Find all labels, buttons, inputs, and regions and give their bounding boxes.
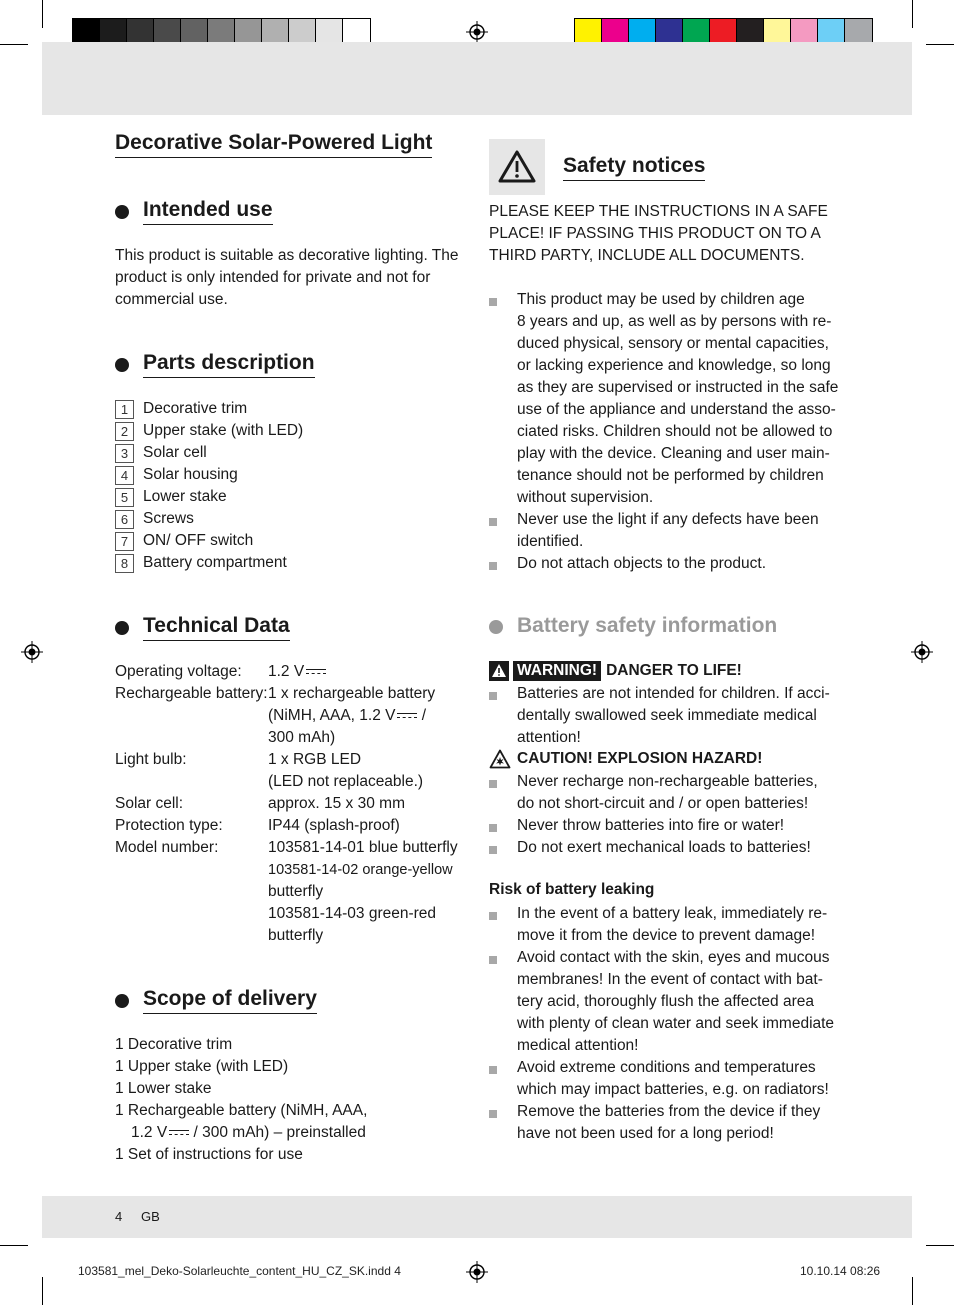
safety-bullet-list bbox=[489, 289, 844, 575]
dc-symbol-icon bbox=[397, 712, 417, 720]
table-row: butterfly bbox=[268, 883, 324, 900]
list-item bbox=[115, 486, 303, 508]
registration-mark-icon bbox=[466, 1261, 488, 1283]
bullet-dot-icon bbox=[115, 358, 129, 372]
warning-box bbox=[489, 139, 545, 195]
table-row: (NiMH, AAA, 1.2 V / bbox=[268, 707, 427, 724]
table-row: Light bulb: 1 x RGB LED bbox=[115, 751, 362, 768]
explosion-hazard-icon bbox=[489, 749, 511, 769]
list-item: Never use the light if any defects have been identified. bbox=[489, 509, 844, 553]
table-row: 103581-14-03 green-red bbox=[268, 905, 437, 922]
bullet-dot-icon bbox=[115, 621, 129, 635]
caution-bullet-list bbox=[489, 771, 844, 859]
crop-mark bbox=[0, 44, 28, 45]
list-item: 1 Upper stake (with LED) bbox=[115, 1058, 289, 1075]
caution-line bbox=[489, 749, 762, 769]
part-number: 8 bbox=[115, 554, 134, 573]
part-number: 2 bbox=[115, 422, 134, 441]
part-number: 4 bbox=[115, 466, 134, 485]
table-row: Operating voltage: 1.2 V bbox=[115, 661, 478, 683]
header-band bbox=[42, 42, 912, 115]
warning-triangle-icon bbox=[489, 661, 509, 681]
parts-description-heading: Parts description bbox=[115, 351, 315, 378]
page-language: GB bbox=[141, 1209, 160, 1224]
scope-of-delivery-heading: Scope of delivery bbox=[115, 987, 317, 1014]
list-item: Batteries are not intended for children. If acci- dentally swallowed seek immediate medical attention! bbox=[489, 683, 844, 749]
part-number: 5 bbox=[115, 488, 134, 507]
list-item: This product may be used by children age 8 years and up, as well as by persons with re- duced physical, sensory or mental capacities, or lacking experience and knowledge, so long as they are supervised or instructed in the safe use of the appliance and understand the asso- ciated risks. Children should not be allowed to play with the device. Cleaning and user main- tenance should not be performed by children without supervision. bbox=[489, 289, 844, 509]
table-row: 300 mAh) bbox=[268, 729, 336, 746]
list-item bbox=[115, 530, 303, 552]
bullet-dot-icon bbox=[489, 620, 503, 634]
crop-mark bbox=[0, 1245, 28, 1246]
list-item bbox=[115, 464, 303, 486]
list-item: 1 Decorative trim bbox=[115, 1036, 233, 1053]
list-item: 1 Rechargeable battery (NiMH, AAA, bbox=[115, 1102, 368, 1119]
list-item: Do not exert mechanical loads to batteries! bbox=[489, 837, 844, 859]
warning-text: DANGER TO LIFE! bbox=[606, 662, 742, 679]
crop-mark bbox=[926, 1245, 954, 1246]
part-label: Solar housing bbox=[143, 466, 238, 483]
table-row: Rechargeable battery: 1 x rechargeable battery bbox=[115, 685, 436, 702]
page-number: 4 bbox=[115, 1209, 123, 1224]
table-row: Protection type: IP44 (splash-proof) bbox=[115, 817, 400, 834]
crop-mark bbox=[926, 44, 954, 45]
registration-mark-icon bbox=[911, 641, 933, 663]
caution-text: CAUTION! EXPLOSION HAZARD! bbox=[517, 750, 763, 767]
warning-badge: WARNING! bbox=[513, 661, 601, 681]
footer-band bbox=[42, 1196, 912, 1238]
warning-triangle-icon bbox=[489, 139, 545, 195]
registration-mark-icon bbox=[21, 641, 43, 663]
list-item bbox=[115, 420, 303, 442]
part-label: ON/ OFF switch bbox=[143, 532, 254, 549]
intended-use-heading: Intended use bbox=[115, 198, 273, 225]
part-label: Solar cell bbox=[143, 444, 207, 461]
dc-symbol-icon bbox=[306, 668, 326, 676]
part-label: Upper stake (with LED) bbox=[143, 422, 304, 439]
list-item: Never recharge non-rechargeable batteries, do not short-circuit and / or open batteries! bbox=[489, 771, 844, 815]
technical-data-table bbox=[115, 661, 478, 947]
part-number: 6 bbox=[115, 510, 134, 529]
list-item: Remove the batteries from the device if they have not been used for a long period! bbox=[489, 1101, 844, 1145]
part-label: Battery compartment bbox=[143, 554, 287, 571]
parts-list bbox=[115, 398, 303, 574]
list-item: Do not attach objects to the product. bbox=[489, 553, 844, 575]
part-number: 7 bbox=[115, 532, 134, 551]
crop-mark bbox=[42, 0, 43, 28]
crop-mark bbox=[912, 1277, 913, 1305]
list-item: 1.2 V / 300 mAh) – preinstalled bbox=[131, 1124, 366, 1141]
safety-intro: PLEASE KEEP THE INSTRUCTIONS IN A SAFE PLACE! IF PASSING THIS PRODUCT ON TO A THIRD PARTY, INCLUDE ALL DOCUMENTS. bbox=[489, 203, 828, 264]
slug-date: 10.10.14 08:26 bbox=[800, 1264, 881, 1278]
crop-mark bbox=[42, 1277, 43, 1305]
list-item: In the event of a battery leak, immediately re- move it from the device to prevent damage! bbox=[489, 903, 844, 947]
list-item bbox=[115, 508, 303, 530]
bullet-dot-icon bbox=[115, 994, 129, 1008]
list-item bbox=[115, 442, 303, 464]
list-item bbox=[115, 552, 303, 574]
list-item: 1 Set of instructions for use bbox=[115, 1146, 303, 1163]
slug-filename: 103581_mel_Deko-Solarleuchte_content_HU_CZ_SK.indd 4 bbox=[78, 1264, 401, 1278]
part-label: Screws bbox=[143, 510, 194, 527]
table-row: butterfly bbox=[268, 927, 324, 944]
table-row: (LED not replaceable.) bbox=[268, 773, 424, 790]
bullet-dot-icon bbox=[115, 205, 129, 219]
list-item: Never throw batteries into fire or water! bbox=[489, 815, 844, 837]
table-row: 103581-14-02 orange-yellow bbox=[268, 862, 453, 878]
scope-of-delivery-list bbox=[115, 1034, 367, 1166]
list-item: 1 Lower stake bbox=[115, 1080, 212, 1097]
leak-heading: Risk of battery leaking bbox=[489, 881, 655, 898]
leak-bullet-list bbox=[489, 903, 844, 1145]
intended-use-text: This product is suitable as decorative lighting. The product is only intended for private and not for commercial use. bbox=[115, 247, 459, 308]
warning-bullet-list bbox=[489, 683, 844, 749]
safety-notices-heading: Safety notices bbox=[563, 154, 705, 181]
battery-safety-heading: Battery safety information bbox=[489, 614, 777, 640]
part-number: 3 bbox=[115, 444, 134, 463]
list-item: Avoid contact with the skin, eyes and mucous membranes! In the event of contact with bat- tery acid, thoroughly flush the affected area with plenty of clean water and seek immediate medical attention! bbox=[489, 947, 844, 1057]
list-item: Avoid extreme conditions and temperatures which may impact batteries, e.g. on radiators! bbox=[489, 1057, 844, 1101]
technical-data-heading: Technical Data bbox=[115, 614, 290, 641]
part-label: Lower stake bbox=[143, 488, 227, 505]
table-row: Model number: 103581-14-01 blue butterfly bbox=[115, 839, 458, 856]
part-number: 1 bbox=[115, 400, 134, 419]
part-label: Decorative trim bbox=[143, 400, 248, 417]
document-title: Decorative Solar-Powered Light bbox=[115, 131, 432, 158]
dc-symbol-icon bbox=[169, 1129, 189, 1137]
crop-mark bbox=[912, 0, 913, 28]
registration-mark-icon bbox=[466, 21, 488, 43]
warning-line bbox=[489, 661, 742, 681]
table-row: Solar cell: approx. 15 x 30 mm bbox=[115, 795, 405, 812]
list-item bbox=[115, 398, 303, 420]
